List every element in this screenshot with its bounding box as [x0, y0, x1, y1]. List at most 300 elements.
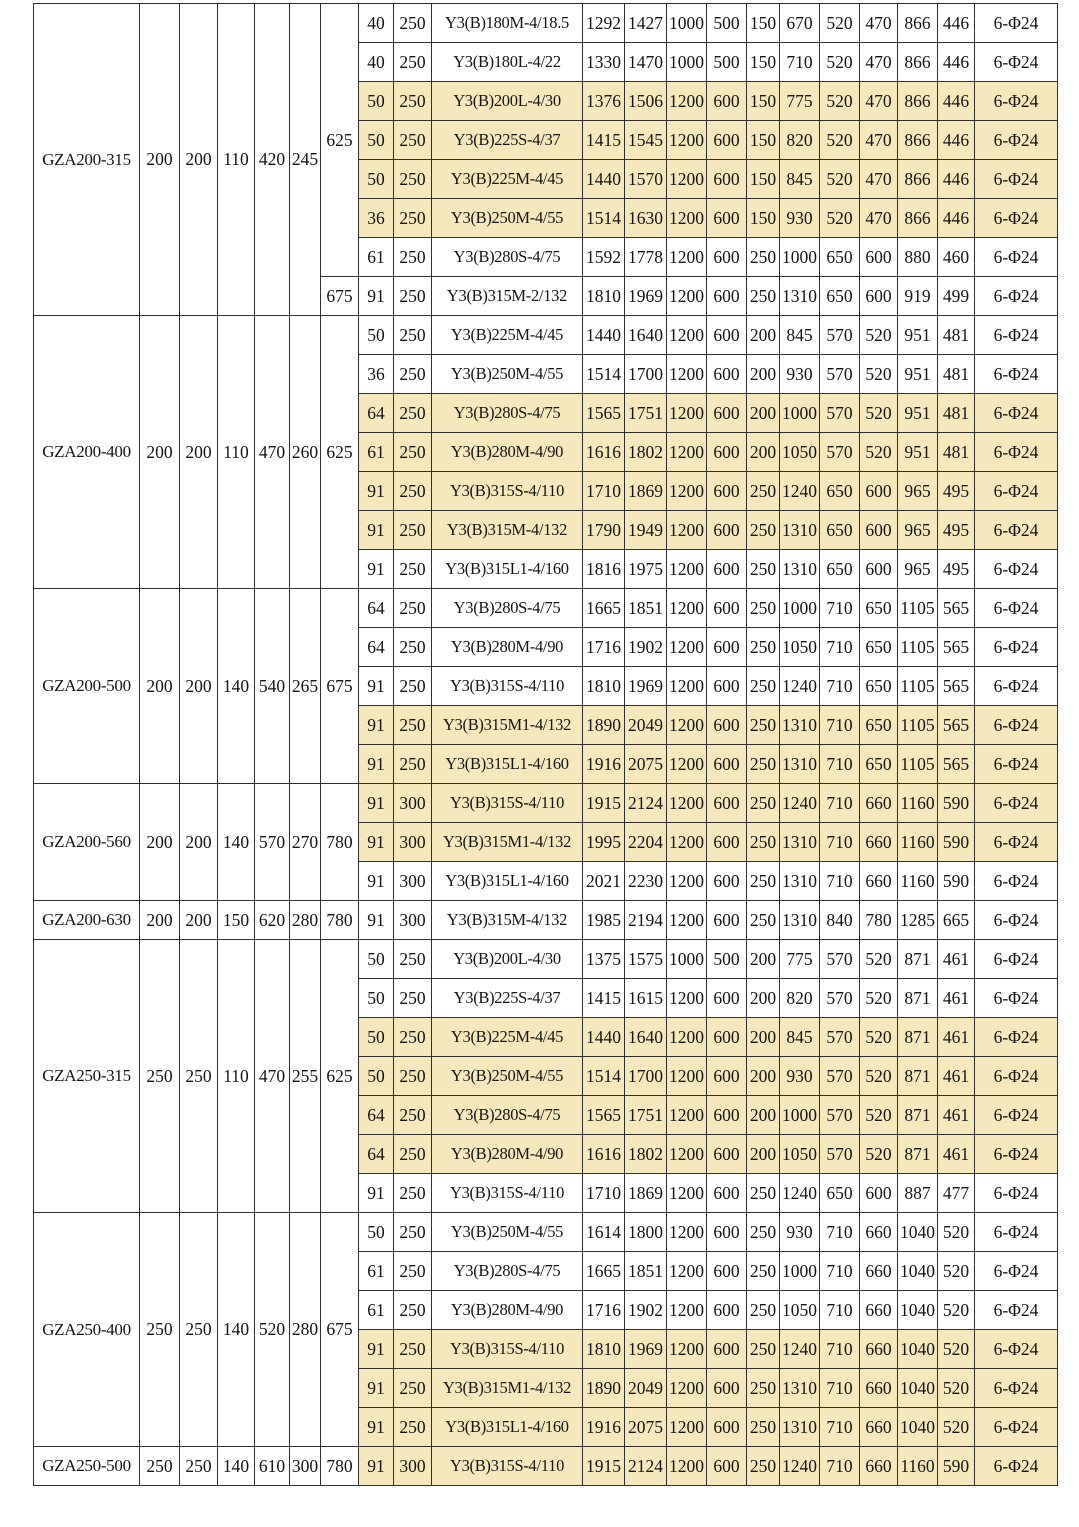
model-cell: GZA250-315	[34, 940, 140, 1213]
value-cell: 1160	[898, 823, 938, 862]
value-cell: 1200	[667, 1408, 707, 1447]
value-cell: 710	[820, 1330, 860, 1369]
value-cell: 1000	[780, 589, 820, 628]
motor-model-cell: Y3(B)315S-4/110	[432, 472, 583, 511]
dim-cell: 200	[140, 901, 180, 940]
dim-cell: 265	[290, 589, 321, 784]
bolt-spec-cell: 6-Φ24	[975, 433, 1058, 472]
value-cell: 481	[938, 316, 975, 355]
value-cell: 200	[747, 940, 780, 979]
value-cell: 481	[938, 355, 975, 394]
value-cell: 650	[860, 706, 898, 745]
value-cell: 481	[938, 433, 975, 472]
value-cell: 650	[820, 472, 860, 511]
bolt-spec-cell: 6-Φ24	[975, 862, 1058, 901]
value-cell: 1969	[625, 1330, 667, 1369]
value-cell: 250	[747, 1291, 780, 1330]
value-cell: 446	[938, 4, 975, 43]
value-cell: 1000	[667, 940, 707, 979]
bolt-spec-cell: 6-Φ24	[975, 238, 1058, 277]
value-cell: 64	[359, 1135, 394, 1174]
value-cell: 250	[394, 1096, 432, 1135]
value-cell: 930	[780, 1213, 820, 1252]
value-cell: 446	[938, 121, 975, 160]
value-cell: 250	[747, 472, 780, 511]
value-cell: 570	[820, 316, 860, 355]
value-cell: 1200	[667, 1213, 707, 1252]
value-cell: 1310	[780, 901, 820, 940]
value-cell: 565	[938, 667, 975, 706]
dim-cell: 200	[180, 4, 218, 316]
value-cell: 50	[359, 316, 394, 355]
motor-model-cell: Y3(B)280M-4/90	[432, 628, 583, 667]
value-cell: 446	[938, 199, 975, 238]
value-cell: 50	[359, 1057, 394, 1096]
value-cell: 600	[860, 511, 898, 550]
value-cell: 965	[898, 511, 938, 550]
value-cell: 1200	[667, 1447, 707, 1486]
dim-cell: 200	[180, 316, 218, 589]
value-cell: 250	[747, 589, 780, 628]
value-cell: 951	[898, 355, 938, 394]
value-cell: 461	[938, 1096, 975, 1135]
value-cell: 820	[780, 979, 820, 1018]
dim-cell: 245	[290, 4, 321, 316]
value-cell: 600	[707, 628, 747, 667]
value-cell: 650	[820, 550, 860, 589]
value-cell: 965	[898, 550, 938, 589]
value-cell: 1810	[583, 667, 625, 706]
dim-cell: 470	[255, 316, 290, 589]
value-cell: 1050	[780, 1291, 820, 1330]
value-cell: 570	[820, 1057, 860, 1096]
value-cell: 250	[394, 121, 432, 160]
value-cell: 1200	[667, 1174, 707, 1213]
value-cell: 1710	[583, 472, 625, 511]
dim-cell: 260	[290, 316, 321, 589]
value-cell: 660	[860, 1447, 898, 1486]
value-cell: 1802	[625, 433, 667, 472]
value-cell: 710	[820, 1408, 860, 1447]
value-cell: 660	[860, 862, 898, 901]
model-cell: GZA200-630	[34, 901, 140, 940]
value-cell: 250	[747, 1447, 780, 1486]
value-cell: 565	[938, 745, 975, 784]
value-cell: 520	[860, 316, 898, 355]
value-cell: 470	[860, 121, 898, 160]
dim-cell: 250	[140, 1213, 180, 1447]
value-cell: 665	[938, 901, 975, 940]
dim-cell: 200	[180, 589, 218, 784]
dim-cell: 200	[180, 901, 218, 940]
value-cell: 1200	[667, 1096, 707, 1135]
value-cell: 461	[938, 1057, 975, 1096]
value-cell: 600	[707, 121, 747, 160]
value-cell: 520	[820, 160, 860, 199]
motor-model-cell: Y3(B)180L-4/22	[432, 43, 583, 82]
value-cell: 570	[820, 355, 860, 394]
value-cell: 866	[898, 43, 938, 82]
value-cell: 250	[394, 277, 432, 316]
value-cell: 710	[820, 745, 860, 784]
shared-dim-cell: 625	[321, 316, 359, 589]
bolt-spec-cell: 6-Φ24	[975, 1096, 1058, 1135]
value-cell: 1105	[898, 628, 938, 667]
value-cell: 91	[359, 862, 394, 901]
dim-cell: 250	[180, 1447, 218, 1486]
dim-cell: 470	[255, 940, 290, 1213]
value-cell: 1985	[583, 901, 625, 940]
dim-cell: 200	[140, 4, 180, 316]
table-row	[34, 4, 1058, 43]
value-cell: 1751	[625, 394, 667, 433]
value-cell: 1440	[583, 160, 625, 199]
motor-model-cell: Y3(B)315L1-4/160	[432, 862, 583, 901]
value-cell: 590	[938, 1447, 975, 1486]
value-cell: 1640	[625, 316, 667, 355]
value-cell: 250	[394, 745, 432, 784]
motor-model-cell: Y3(B)225M-4/45	[432, 316, 583, 355]
value-cell: 1514	[583, 199, 625, 238]
value-cell: 150	[747, 82, 780, 121]
value-cell: 250	[394, 1057, 432, 1096]
motor-model-cell: Y3(B)315M-4/132	[432, 901, 583, 940]
value-cell: 1040	[898, 1408, 938, 1447]
value-cell: 866	[898, 4, 938, 43]
motor-model-cell: Y3(B)280M-4/90	[432, 433, 583, 472]
bolt-spec-cell: 6-Φ24	[975, 901, 1058, 940]
value-cell: 250	[394, 1018, 432, 1057]
value-cell: 250	[394, 511, 432, 550]
value-cell: 250	[394, 550, 432, 589]
value-cell: 650	[860, 745, 898, 784]
value-cell: 250	[394, 316, 432, 355]
value-cell: 775	[780, 940, 820, 979]
value-cell: 200	[747, 355, 780, 394]
value-cell: 600	[707, 277, 747, 316]
bolt-spec-cell: 6-Φ24	[975, 82, 1058, 121]
value-cell: 600	[707, 667, 747, 706]
value-cell: 250	[394, 706, 432, 745]
value-cell: 600	[707, 472, 747, 511]
value-cell: 600	[860, 277, 898, 316]
value-cell: 590	[938, 784, 975, 823]
value-cell: 1440	[583, 316, 625, 355]
value-cell: 2124	[625, 1447, 667, 1486]
value-cell: 520	[860, 1096, 898, 1135]
value-cell: 520	[860, 394, 898, 433]
value-cell: 650	[860, 628, 898, 667]
value-cell: 1240	[780, 1174, 820, 1213]
value-cell: 1200	[667, 316, 707, 355]
value-cell: 660	[860, 1291, 898, 1330]
value-cell: 600	[707, 160, 747, 199]
value-cell: 780	[860, 901, 898, 940]
motor-model-cell: Y3(B)315M-2/132	[432, 277, 583, 316]
value-cell: 1869	[625, 1174, 667, 1213]
dim-cell: 200	[180, 784, 218, 901]
value-cell: 1310	[780, 862, 820, 901]
value-cell: 1514	[583, 355, 625, 394]
value-cell: 61	[359, 1252, 394, 1291]
value-cell: 1310	[780, 1408, 820, 1447]
value-cell: 250	[747, 550, 780, 589]
value-cell: 1640	[625, 1018, 667, 1057]
value-cell: 200	[747, 979, 780, 1018]
value-cell: 520	[860, 1057, 898, 1096]
value-cell: 650	[820, 277, 860, 316]
value-cell: 1330	[583, 43, 625, 82]
value-cell: 91	[359, 745, 394, 784]
dim-cell: 300	[290, 1447, 321, 1486]
bolt-spec-cell: 6-Φ24	[975, 160, 1058, 199]
value-cell: 499	[938, 277, 975, 316]
value-cell: 91	[359, 472, 394, 511]
value-cell: 1200	[667, 1135, 707, 1174]
dim-cell: 280	[290, 901, 321, 940]
value-cell: 951	[898, 394, 938, 433]
value-cell: 495	[938, 511, 975, 550]
value-cell: 600	[707, 82, 747, 121]
value-cell: 1105	[898, 667, 938, 706]
motor-model-cell: Y3(B)250M-4/55	[432, 1213, 583, 1252]
value-cell: 1000	[667, 4, 707, 43]
value-cell: 200	[747, 316, 780, 355]
value-cell: 710	[820, 667, 860, 706]
value-cell: 600	[707, 1213, 747, 1252]
value-cell: 1160	[898, 862, 938, 901]
value-cell: 710	[820, 628, 860, 667]
bolt-spec-cell: 6-Φ24	[975, 1018, 1058, 1057]
value-cell: 1415	[583, 979, 625, 1018]
value-cell: 61	[359, 433, 394, 472]
value-cell: 600	[707, 1174, 747, 1213]
motor-model-cell: Y3(B)225S-4/37	[432, 121, 583, 160]
value-cell: 2049	[625, 706, 667, 745]
value-cell: 2204	[625, 823, 667, 862]
value-cell: 1040	[898, 1369, 938, 1408]
value-cell: 1716	[583, 628, 625, 667]
value-cell: 250	[394, 940, 432, 979]
value-cell: 965	[898, 472, 938, 511]
value-cell: 570	[820, 1135, 860, 1174]
value-cell: 64	[359, 1096, 394, 1135]
value-cell: 520	[860, 940, 898, 979]
value-cell: 461	[938, 940, 975, 979]
value-cell: 600	[707, 979, 747, 1018]
value-cell: 250	[394, 1135, 432, 1174]
value-cell: 1440	[583, 1018, 625, 1057]
dim-cell: 140	[218, 1213, 255, 1447]
value-cell: 600	[707, 862, 747, 901]
value-cell: 2075	[625, 745, 667, 784]
value-cell: 477	[938, 1174, 975, 1213]
model-cell: GZA200-400	[34, 316, 140, 589]
value-cell: 470	[860, 43, 898, 82]
table-row	[34, 940, 1058, 979]
value-cell: 1665	[583, 589, 625, 628]
value-cell: 91	[359, 1330, 394, 1369]
value-cell: 650	[820, 1174, 860, 1213]
value-cell: 1200	[667, 706, 707, 745]
value-cell: 200	[747, 433, 780, 472]
value-cell: 660	[860, 1252, 898, 1291]
motor-model-cell: Y3(B)315L1-4/160	[432, 1408, 583, 1447]
value-cell: 1665	[583, 1252, 625, 1291]
value-cell: 1869	[625, 472, 667, 511]
value-cell: 470	[860, 82, 898, 121]
value-cell: 1050	[780, 1135, 820, 1174]
value-cell: 520	[820, 121, 860, 160]
motor-model-cell: Y3(B)280M-4/90	[432, 1135, 583, 1174]
value-cell: 250	[394, 1330, 432, 1369]
value-cell: 1200	[667, 394, 707, 433]
bolt-spec-cell: 6-Φ24	[975, 121, 1058, 160]
value-cell: 1240	[780, 472, 820, 511]
value-cell: 250	[394, 43, 432, 82]
value-cell: 600	[707, 901, 747, 940]
value-cell: 1200	[667, 82, 707, 121]
motor-model-cell: Y3(B)315S-4/110	[432, 1330, 583, 1369]
shared-dim-cell: 780	[321, 901, 359, 940]
value-cell: 600	[707, 1291, 747, 1330]
value-cell: 446	[938, 82, 975, 121]
value-cell: 36	[359, 355, 394, 394]
value-cell: 660	[860, 1369, 898, 1408]
value-cell: 1160	[898, 784, 938, 823]
shared-dim-cell: 675	[321, 277, 359, 316]
value-cell: 1470	[625, 43, 667, 82]
shared-dim-cell: 675	[321, 1213, 359, 1447]
dim-cell: 540	[255, 589, 290, 784]
value-cell: 1200	[667, 589, 707, 628]
value-cell: 64	[359, 589, 394, 628]
value-cell: 565	[938, 589, 975, 628]
table-row	[34, 589, 1058, 628]
value-cell: 1310	[780, 706, 820, 745]
value-cell: 951	[898, 433, 938, 472]
value-cell: 91	[359, 1447, 394, 1486]
value-cell: 91	[359, 667, 394, 706]
value-cell: 871	[898, 979, 938, 1018]
value-cell: 470	[860, 4, 898, 43]
value-cell: 495	[938, 550, 975, 589]
value-cell: 660	[860, 823, 898, 862]
value-cell: 1200	[667, 511, 707, 550]
value-cell: 2124	[625, 784, 667, 823]
shared-dim-cell: 675	[321, 589, 359, 784]
value-cell: 250	[747, 667, 780, 706]
value-cell: 520	[820, 43, 860, 82]
value-cell: 250	[394, 472, 432, 511]
value-cell: 871	[898, 1135, 938, 1174]
value-cell: 600	[707, 589, 747, 628]
value-cell: 1751	[625, 1096, 667, 1135]
value-cell: 565	[938, 706, 975, 745]
value-cell: 570	[820, 433, 860, 472]
value-cell: 470	[860, 199, 898, 238]
value-cell: 1630	[625, 199, 667, 238]
value-cell: 1700	[625, 355, 667, 394]
dim-cell: 110	[218, 940, 255, 1213]
value-cell: 520	[860, 1018, 898, 1057]
bolt-spec-cell: 6-Φ24	[975, 277, 1058, 316]
value-cell: 1200	[667, 238, 707, 277]
value-cell: 1240	[780, 667, 820, 706]
value-cell: 200	[747, 1057, 780, 1096]
value-cell: 600	[707, 1096, 747, 1135]
value-cell: 1916	[583, 1408, 625, 1447]
value-cell: 871	[898, 940, 938, 979]
value-cell: 50	[359, 121, 394, 160]
value-cell: 200	[747, 394, 780, 433]
value-cell: 871	[898, 1096, 938, 1135]
value-cell: 1040	[898, 1291, 938, 1330]
value-cell: 600	[707, 745, 747, 784]
value-cell: 1200	[667, 1291, 707, 1330]
value-cell: 250	[747, 823, 780, 862]
value-cell: 250	[394, 433, 432, 472]
value-cell: 1592	[583, 238, 625, 277]
value-cell: 600	[707, 1369, 747, 1408]
value-cell: 250	[394, 1174, 432, 1213]
value-cell: 2021	[583, 862, 625, 901]
value-cell: 600	[860, 472, 898, 511]
value-cell: 520	[860, 1135, 898, 1174]
value-cell: 930	[780, 199, 820, 238]
value-cell: 250	[747, 745, 780, 784]
value-cell: 600	[707, 433, 747, 472]
dim-cell: 110	[218, 316, 255, 589]
value-cell: 1969	[625, 277, 667, 316]
dim-cell: 140	[218, 1447, 255, 1486]
value-cell: 600	[707, 1135, 747, 1174]
value-cell: 951	[898, 316, 938, 355]
value-cell: 660	[860, 784, 898, 823]
value-cell: 600	[707, 355, 747, 394]
value-cell: 600	[707, 1447, 747, 1486]
value-cell: 50	[359, 160, 394, 199]
value-cell: 250	[394, 1291, 432, 1330]
value-cell: 1000	[780, 1096, 820, 1135]
value-cell: 600	[707, 316, 747, 355]
value-cell: 600	[707, 550, 747, 589]
motor-model-cell: Y3(B)315S-4/110	[432, 784, 583, 823]
bolt-spec-cell: 6-Φ24	[975, 4, 1058, 43]
value-cell: 461	[938, 1135, 975, 1174]
value-cell: 866	[898, 121, 938, 160]
motor-model-cell: Y3(B)250M-4/55	[432, 1057, 583, 1096]
value-cell: 500	[707, 43, 747, 82]
shared-dim-cell: 625	[321, 4, 359, 277]
model-cell: GZA200-500	[34, 589, 140, 784]
value-cell: 1040	[898, 1213, 938, 1252]
value-cell: 1890	[583, 1369, 625, 1408]
value-cell: 1810	[583, 277, 625, 316]
value-cell: 1995	[583, 823, 625, 862]
value-cell: 1310	[780, 550, 820, 589]
bolt-spec-cell: 6-Φ24	[975, 43, 1058, 82]
value-cell: 1810	[583, 1330, 625, 1369]
value-cell: 250	[747, 238, 780, 277]
value-cell: 1200	[667, 979, 707, 1018]
value-cell: 710	[820, 862, 860, 901]
value-cell: 650	[820, 511, 860, 550]
value-cell: 91	[359, 277, 394, 316]
dim-cell: 420	[255, 4, 290, 316]
value-cell: 710	[820, 823, 860, 862]
value-cell: 461	[938, 979, 975, 1018]
